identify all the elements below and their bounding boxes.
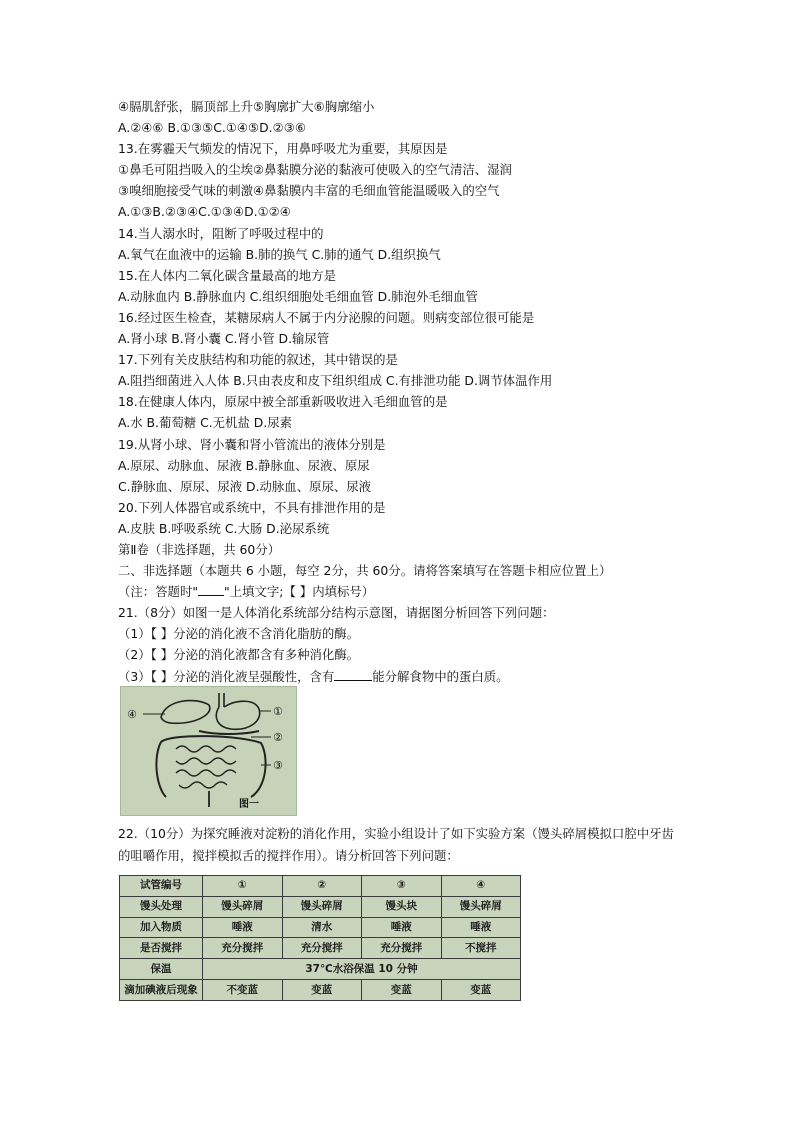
small-intestine-shape <box>176 746 236 752</box>
question-17: 17.下列有关皮肤结构和功能的叙述，其中错误的是 <box>118 352 398 368</box>
figure-caption: 图一 <box>239 799 259 810</box>
answer-options: C.静脉血、原尿、尿液 D.动脉血、原尿、尿液 <box>118 478 372 494</box>
table-cell: ③ <box>362 876 442 897</box>
table-cell: 馒头处理 <box>120 896 203 917</box>
answer-options: A.阻挡细菌进入人体 B.只由表皮和皮下组织组成 C.有排泄功能 D.调节体温作用 <box>118 373 553 389</box>
table-cell: ④ <box>441 876 521 897</box>
section-instructions: 二、非选择题（本题共 6 小题，每空 2分，共 60分。请将答案填写在答题卡相应位置上） <box>118 563 612 579</box>
table-cell: 唾液 <box>362 917 442 938</box>
table-cell: 唾液 <box>441 917 521 938</box>
table-cell: ② <box>282 876 362 897</box>
stomach-shape <box>216 701 259 729</box>
section-heading: 第Ⅱ卷（非选择题，共 60分） <box>118 541 281 557</box>
figure-label-4: ④ <box>127 708 137 721</box>
table-cell: 变蓝 <box>282 980 362 1001</box>
digestive-system-figure <box>120 686 297 816</box>
table-cell: 不变蓝 <box>203 980 283 1001</box>
experiment-table <box>119 875 521 1001</box>
figure-label-2: ② <box>273 731 283 744</box>
figure-label-3: ③ <box>273 759 283 772</box>
table-cell: 清水 <box>282 917 362 938</box>
question-20: 20.下列人体器官或系统中，不具有排泄作用的是 <box>118 499 386 515</box>
table-row <box>120 938 521 959</box>
question-13: 13.在雾霾天气频发的情况下，用鼻呼吸尤为重要，其原因是 <box>118 141 448 157</box>
blank-line <box>198 584 224 596</box>
part-3-text-end: 能分解食物中的蛋白质。 <box>372 668 509 684</box>
answer-options: A.①③B.②③④C.①③④D.①②④ <box>118 204 291 220</box>
note-suffix: "上填文字;【 】内填标号） <box>224 584 375 600</box>
blank-line <box>334 669 372 681</box>
liver-shape <box>161 701 210 724</box>
text-line: ③嗅细胞接受气味的刺激④鼻黏膜内丰富的毛细血管能温暖吸入的空气 <box>118 183 500 199</box>
table-cell: 保温 <box>120 959 203 980</box>
question-18: 18.在健康人体内，原尿中被全部重新吸收进入毛细血管的是 <box>118 394 448 410</box>
answer-options: A.氧气在血液中的运输 B.肺的换气 C.肺的通气 D.组织换气 <box>118 246 441 262</box>
table-cell: 唾液 <box>203 917 283 938</box>
table-row <box>120 876 521 897</box>
figure-label-1: ① <box>273 705 283 718</box>
table-cell: 馒头碎屑 <box>203 896 283 917</box>
question-21-part-1: （1）【 】分泌的消化液不含消化脂肪的酶。 <box>118 626 360 642</box>
table-cell: 充分搅拌 <box>203 938 283 959</box>
text-line: ①鼻毛可阻挡吸入的尘埃②鼻黏膜分泌的黏液可使吸入的空气清洁、湿润 <box>118 162 512 178</box>
table-row <box>120 917 521 938</box>
table-row <box>120 896 521 917</box>
question-21-stem: 21.（8分）如图一是人体消化系统部分结构示意图，请据图分析回答下列问题： <box>118 605 555 621</box>
text-line: ④膈肌舒张，膈顶部上升⑤胸廓扩大⑥胸廓缩小 <box>118 99 375 114</box>
question-14: 14.当人溺水时，阻断了呼吸过程中的 <box>118 225 324 241</box>
question-16: 16.经过医生检查，某糖尿病人不属于内分泌腺的问题。则病变部位很可能是 <box>118 309 535 325</box>
table-cell: 变蓝 <box>362 980 442 1001</box>
answer-options: A.皮肤 B.呼吸系统 C.大肠 D.泌尿系统 <box>118 520 330 536</box>
table-cell: 加入物质 <box>120 917 203 938</box>
table-cell: 馒头块 <box>362 896 442 917</box>
answer-options: A.水 B.葡萄糖 C.无机盐 D.尿素 <box>118 415 293 431</box>
table-cell: 不搅拌 <box>441 938 521 959</box>
table-cell: 变蓝 <box>441 980 521 1001</box>
table-cell: 滴加碘液后现象 <box>120 980 203 1001</box>
table-cell-merged: 37℃水浴保温 10 分钟 <box>203 959 521 980</box>
table-cell: 试管编号 <box>120 876 203 897</box>
question-21-part-3 <box>118 666 678 687</box>
question-19: 19.从肾小球、肾小囊和肾小管流出的液体分别是 <box>118 436 386 452</box>
table-row <box>120 959 521 980</box>
answer-options: A.动脉血内 B.静脉血内 C.组织细胞处毛细血管 D.肺泡外毛细血管 <box>118 288 478 304</box>
question-21-part-2: （2）【 】分泌的消化液都含有多种消化酶。 <box>118 647 360 663</box>
part-3-text: （3）【 】分泌的消化液呈强酸性，含有 <box>118 668 335 684</box>
table-cell: 是否搅拌 <box>120 938 203 959</box>
table-row <box>120 980 521 1001</box>
answer-options: A.原尿、动脉血、尿液 B.静脉血、尿液、原尿 <box>118 457 370 473</box>
question-15: 15.在人体内二氧化碳含量最高的地方是 <box>118 267 336 283</box>
table-cell: 充分搅拌 <box>282 938 362 959</box>
table-cell: ① <box>203 876 283 897</box>
note-prefix: （注：答题时" <box>118 584 199 600</box>
pancreas-shape <box>199 731 259 734</box>
answer-options: A.②④⑥ B.①③⑤C.①④⑤D.②③⑥ <box>118 120 306 136</box>
document-body <box>118 96 678 687</box>
answer-note <box>118 581 678 602</box>
table-cell: 充分搅拌 <box>362 938 442 959</box>
table-cell: 馒头碎屑 <box>441 896 521 917</box>
answer-options: A.肾小球 B.肾小囊 C.肾小管 D.输尿管 <box>118 331 330 347</box>
table-cell: 馒头碎屑 <box>282 896 362 917</box>
question-22-stem: 22.（10分）为探究睡液对淀粉的消化作用，实验小组设计了如下实验方案（馒头碎屑模拟口腔中牙齿的咀嚼作用，搅拌模拟舌的搅拌作用）。请分析回答下列问题： <box>118 826 674 863</box>
